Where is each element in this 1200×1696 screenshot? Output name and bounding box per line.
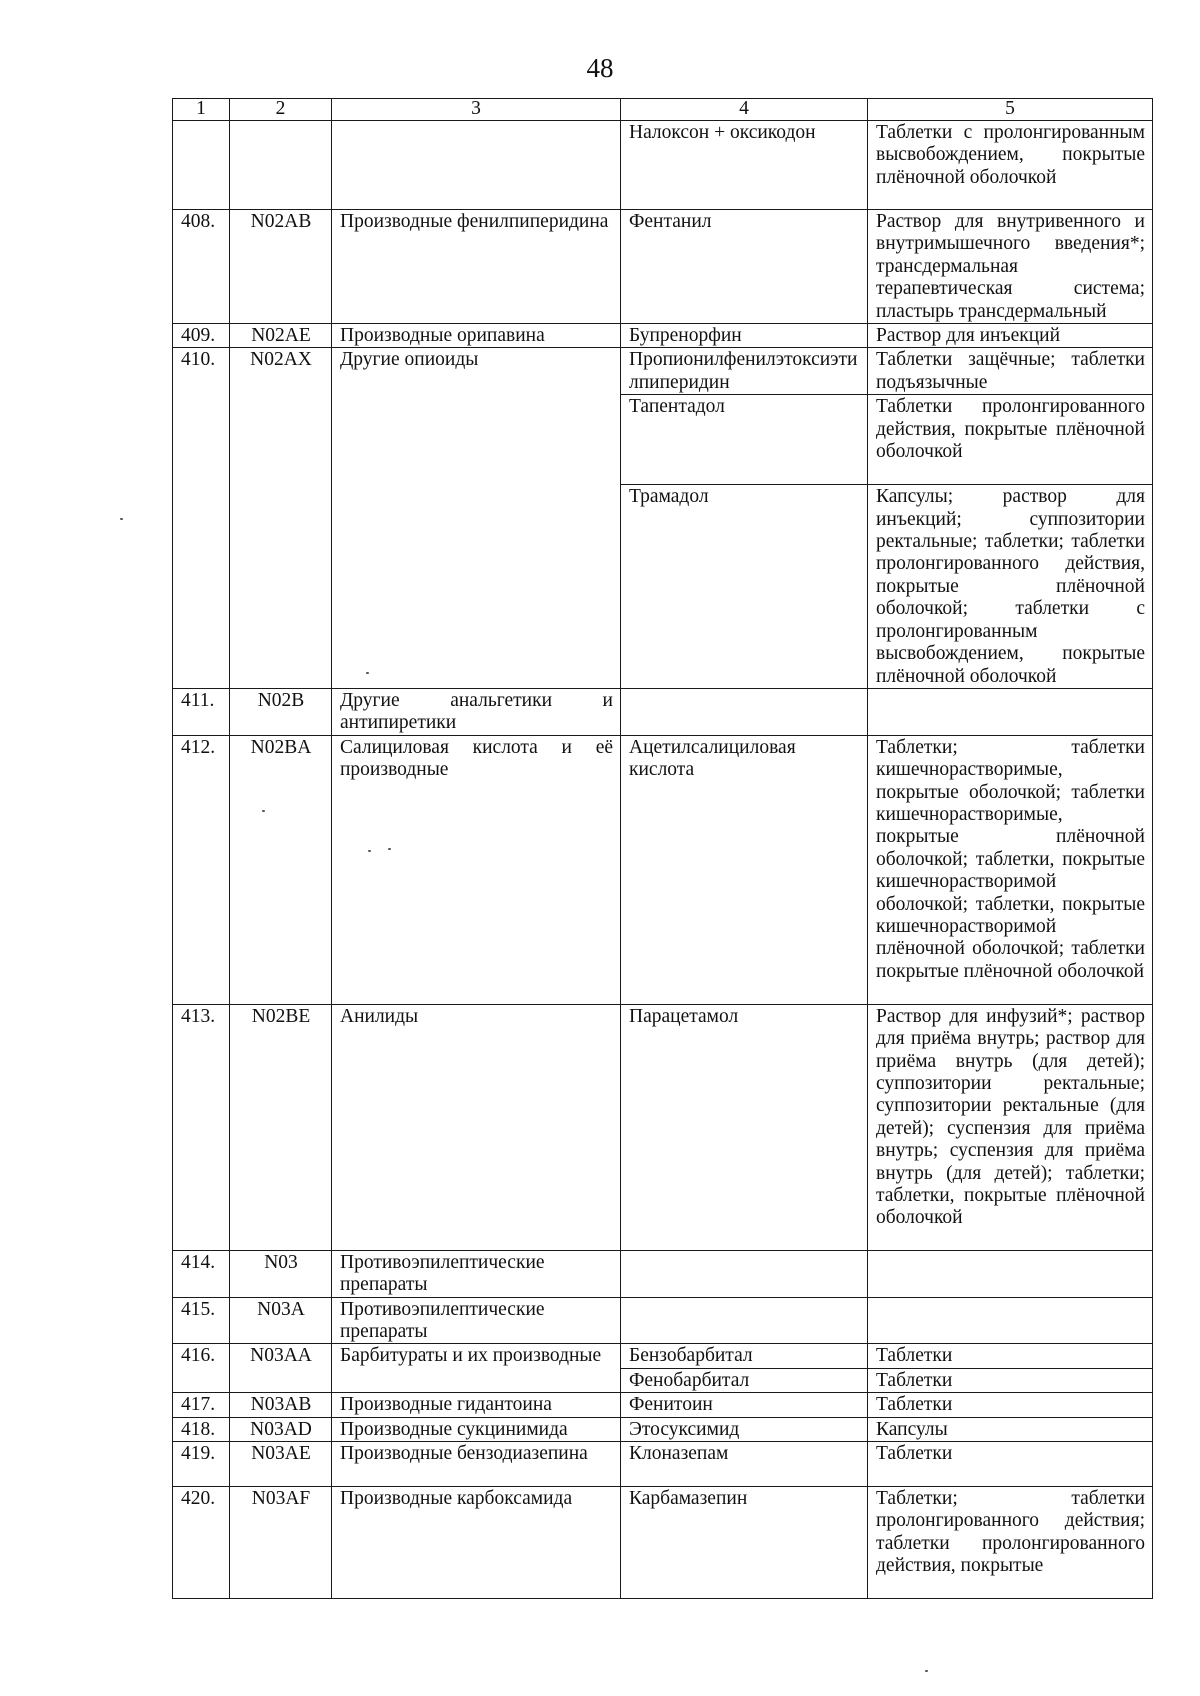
drug-substance: Этосуксимид <box>621 1417 868 1441</box>
atc-code: N02AE <box>230 324 332 348</box>
drug-substance <box>621 1297 868 1344</box>
table-row <box>173 1297 1153 1344</box>
table-row <box>173 1344 1153 1368</box>
table-row <box>173 1417 1153 1441</box>
atc-code: N03 <box>230 1250 332 1297</box>
column-header: 5 <box>868 99 1153 121</box>
atc-code: N02AB <box>230 210 332 324</box>
drug-substance: Фенитоин <box>621 1393 868 1417</box>
drug-substance <box>621 1250 868 1297</box>
atc-group: Салициловая кислота и её производные <box>332 735 621 1004</box>
drug-substance: Трамадол <box>621 485 868 689</box>
dosage-form <box>868 1250 1153 1297</box>
atc-group: Анилиды <box>332 1004 621 1250</box>
atc-code: N03AD <box>230 1417 332 1441</box>
table-row <box>173 348 1153 395</box>
drug-substance: Карбамазепин <box>621 1486 868 1598</box>
atc-code <box>230 121 332 210</box>
row-number: 413. <box>173 1004 230 1250</box>
dosage-form: Таблетки; таблетки кишечнорастворимые, покрытые оболочкой; таблетки кишечнорастворимые, покрытые плёночной оболочкой; таблетки, покрытые кишечнорастворимой оболочкой; таблетки, покрытые кишечнорастворимой плёночной оболочкой; таблетки покрытые плёночной оболочкой <box>868 735 1153 1004</box>
scan-speck <box>262 810 265 812</box>
drug-substance <box>621 688 868 735</box>
row-number: 416. <box>173 1344 230 1393</box>
atc-group: Противоэпилептические препараты <box>332 1250 621 1297</box>
dosage-form: Таблетки <box>868 1393 1153 1417</box>
row-number: 408. <box>173 210 230 324</box>
row-number: 418. <box>173 1417 230 1441</box>
drug-substance: Ацетилсалициловая кислота <box>621 735 868 1004</box>
dosage-form: Раствор для инфузий*; раствор для приёма внутрь; раствор для приёма внутрь (для детей); суппозитории ректальные; суппозитории ректальные (для детей); суспензия для приёма внутрь; суспензия для приёма внутрь (для детей); таблетки; таблетки, покрытые плёночной оболочкой <box>868 1004 1153 1250</box>
atc-group: Производные орипавина <box>332 324 621 348</box>
drug-substance: Тапентадол <box>621 395 868 485</box>
drug-substance: Парацетамол <box>621 1004 868 1250</box>
atc-group: Производные фенилпиперидина <box>332 210 621 324</box>
row-number: 412. <box>173 735 230 1004</box>
table-row <box>173 735 1153 1004</box>
column-header: 1 <box>173 99 230 121</box>
atc-group: Барбитураты и их производные <box>332 1344 621 1393</box>
table-row <box>173 1250 1153 1297</box>
table-row <box>173 324 1153 348</box>
medication-table <box>172 98 1153 1599</box>
dosage-form <box>868 688 1153 735</box>
row-number: 417. <box>173 1393 230 1417</box>
drug-substance: Бупренорфин <box>621 324 868 348</box>
table-row <box>173 1393 1153 1417</box>
atc-group: Другие опиоиды <box>332 348 621 688</box>
row-number: 414. <box>173 1250 230 1297</box>
dosage-form: Раствор для внутривенного и внутримышечного введения*; трансдермальная терапевтическая система; пластырь трансдермальный <box>868 210 1153 324</box>
scan-speck <box>388 848 391 850</box>
row-number: 411. <box>173 688 230 735</box>
row-number: 410. <box>173 348 230 688</box>
scan-speck <box>120 518 123 520</box>
dosage-form: Таблетки; таблетки пролонгированного действия; таблетки пролонгированного действия, покрытые <box>868 1486 1153 1598</box>
atc-group: Производные сукцинимида <box>332 1417 621 1441</box>
atc-group: Противоэпилептические препараты <box>332 1297 621 1344</box>
column-number-row <box>173 99 1153 121</box>
dosage-form: Таблетки пролонгированного действия, покрытые плёночной оболочкой <box>868 395 1153 485</box>
atc-code: N02B <box>230 688 332 735</box>
table-row <box>173 210 1153 324</box>
column-header: 3 <box>332 99 621 121</box>
atc-group: Производные гидантоина <box>332 1393 621 1417</box>
atc-code: N03AE <box>230 1441 332 1486</box>
table-row <box>173 1004 1153 1250</box>
drug-substance: Фенобарбитал <box>621 1368 868 1392</box>
drug-substance: Фентанил <box>621 210 868 324</box>
dosage-form: Таблетки защёчные; таблетки подъязычные <box>868 348 1153 395</box>
row-number: 415. <box>173 1297 230 1344</box>
dosage-form: Таблетки с пролонгированным высвобождением, покрытые плёночной оболочкой <box>868 121 1153 210</box>
atc-code: N02BA <box>230 735 332 1004</box>
table-row <box>173 121 1153 210</box>
page-number: 48 <box>586 53 614 83</box>
dosage-form: Капсулы <box>868 1417 1153 1441</box>
table-row <box>173 688 1153 735</box>
atc-code: N03A <box>230 1297 332 1344</box>
drug-substance: Пропионилфенилэтоксиэтилпиперидин <box>621 348 868 395</box>
row-number: 409. <box>173 324 230 348</box>
dosage-form <box>868 1297 1153 1344</box>
drug-substance: Бензобарбитал <box>621 1344 868 1368</box>
row-number: 419. <box>173 1441 230 1486</box>
drug-substance: Налоксон + оксикодон <box>621 121 868 210</box>
dosage-form: Раствор для инъекций <box>868 324 1153 348</box>
scan-speck <box>368 850 371 852</box>
atc-code: N02AX <box>230 348 332 688</box>
atc-code: N03AA <box>230 1344 332 1393</box>
atc-group: Производные бензодиазепина <box>332 1441 621 1486</box>
scan-speck <box>925 1670 928 1672</box>
atc-code: N03AB <box>230 1393 332 1417</box>
dosage-form: Капсулы; раствор для инъекций; суппозитории ректальные; таблетки; таблетки пролонгированного действия, покрытые плёночной оболочкой; таблетки с пролонгированным высвобождением, покрытые плёночной оболочкой <box>868 485 1153 689</box>
atc-code: N03AF <box>230 1486 332 1598</box>
row-number: 420. <box>173 1486 230 1598</box>
table-row <box>173 1486 1153 1598</box>
column-header: 2 <box>230 99 332 121</box>
dosage-form: Таблетки <box>868 1368 1153 1392</box>
table-row <box>173 1441 1153 1486</box>
atc-code: N02BE <box>230 1004 332 1250</box>
dosage-form: Таблетки <box>868 1441 1153 1486</box>
row-number <box>173 121 230 210</box>
atc-group: Производные карбоксамида <box>332 1486 621 1598</box>
drug-substance: Клоназепам <box>621 1441 868 1486</box>
scan-speck <box>366 672 369 674</box>
column-header: 4 <box>621 99 868 121</box>
dosage-form: Таблетки <box>868 1344 1153 1368</box>
atc-group: Другие анальгетики и антипиретики <box>332 688 621 735</box>
atc-group <box>332 121 621 210</box>
